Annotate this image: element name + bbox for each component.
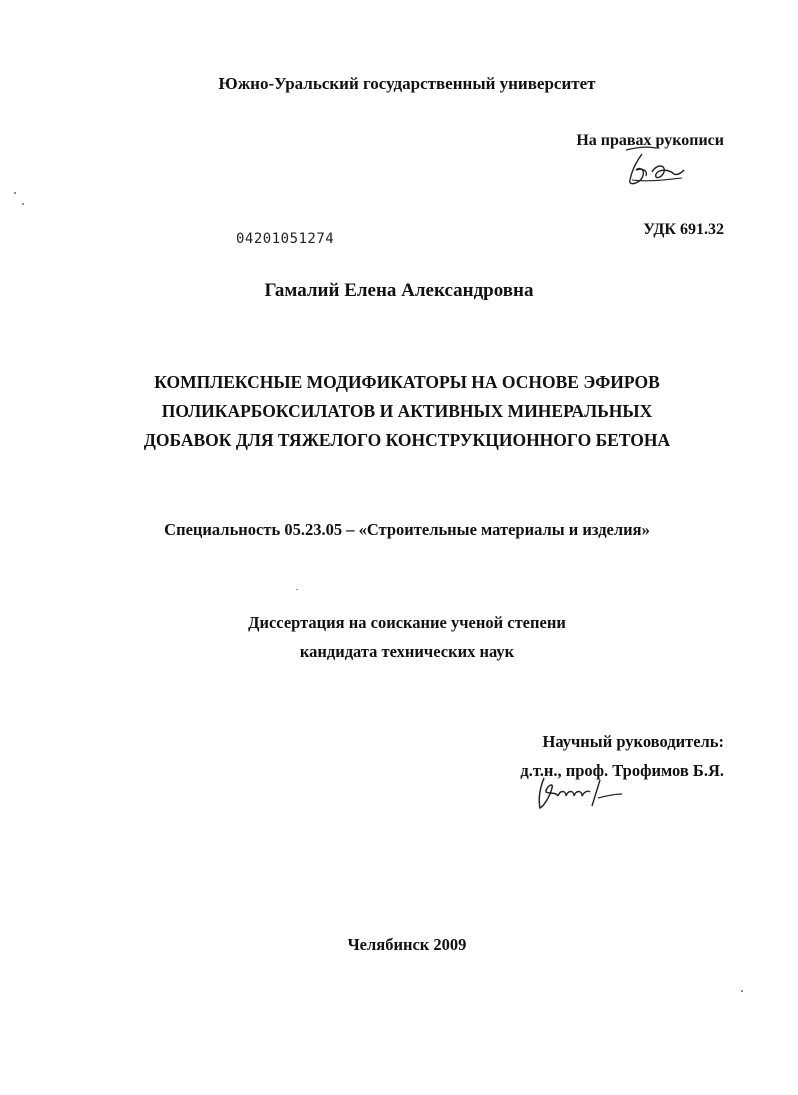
specialty: Специальность 05.23.05 – «Строительные материалы и изделия» (164, 520, 650, 539)
supervisor-name: д.т.н., проф. Трофимов Б.Я. (520, 761, 724, 780)
registration-code: 04201051274 (236, 231, 335, 247)
scan-speck (741, 990, 743, 992)
degree-line: Диссертация на соискание ученой степени (248, 613, 566, 632)
scan-speck (296, 589, 298, 590)
title-line: ПОЛИКАРБОКСИЛАТОВ И АКТИВНЫХ МИНЕРАЛЬНЫХ (161, 401, 653, 421)
author-name: Гамалий Елена Александровна (264, 280, 534, 301)
city-year: Челябинск 2009 (347, 935, 467, 954)
title-line: ДОБАВОК ДЛЯ ТЯЖЕЛОГО КОНСТРУКЦИОННОГО БЕТОНА (143, 430, 671, 450)
dissertation-degree (8, 608, 798, 666)
dissertation-title (8, 368, 798, 455)
degree-line: кандидата технических наук (299, 642, 515, 661)
title-line: КОМПЛЕКСНЫЕ МОДИФИКАТОРЫ НА ОСНОВЕ ЭФИРОВ (154, 372, 660, 392)
scan-speck (22, 203, 24, 205)
rights-note: На правах рукописи (576, 132, 724, 149)
university-name: Южно-Уральский государственный университет (218, 74, 596, 93)
author-signature (612, 140, 692, 192)
supervisor-label: Научный руководитель: (542, 732, 724, 751)
udk-code: УДК 691.32 (643, 221, 724, 238)
scan-speck (14, 192, 16, 194)
supervisor-signature (530, 772, 630, 816)
